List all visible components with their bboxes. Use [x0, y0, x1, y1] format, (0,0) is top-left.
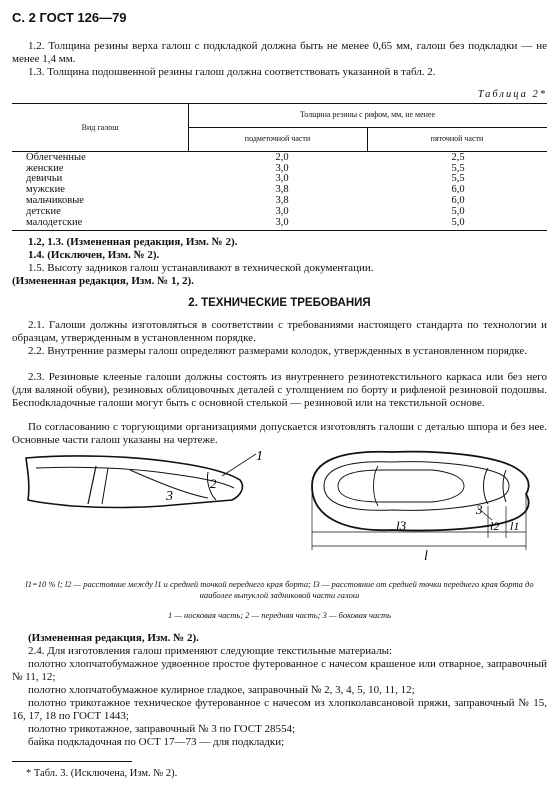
label-3-side: 3 — [166, 489, 173, 504]
para-1-5: 1.5. Высоту задников галош устанавливают в технической документации. — [28, 262, 374, 274]
side-view — [26, 454, 256, 508]
table-caption: Таблица 2* — [477, 89, 547, 100]
para-1-2: 1.2. Толщина резины верха галош с подкладкой должна быть не менее 0,65 мм, галош без подкладки — не менее 1,4 мм. — [12, 40, 547, 65]
material-5: байка подкладочная по ОСТ 17—73 — для подкладки; — [28, 736, 285, 748]
table-bottom-rule — [12, 230, 547, 231]
table-top-rule — [12, 103, 547, 104]
galosh-drawing — [12, 446, 547, 571]
material-2: полотно хлопчатобумажное кулирное гладкое, заправочный № 2, 3, 4, 5, 10, 11, 12; — [28, 684, 415, 696]
dim-l1: l1 — [510, 519, 520, 533]
dim-l2: l2 — [490, 519, 500, 533]
page-header: С. 2 ГОСТ 126—79 — [12, 10, 127, 25]
th-group: Толщина резины с рифом, мм, не менее — [299, 110, 436, 119]
dim-l3: l3 — [396, 518, 407, 533]
footnote: * Табл. 3. (Исключена, Изм. № 2). — [26, 768, 178, 779]
table-row: женские 3,0 5,5 — [26, 163, 465, 174]
section-heading: 2. ТЕХНИЧЕСКИЕ ТРЕБОВАНИЯ — [188, 297, 371, 309]
label-1-side: 1 — [256, 449, 263, 464]
figure-caption-1: l1=10 % l; l2 — расстояние между l1 и средней точкой переднего края борта; l3 — расстояние от средней точки переднего края борта до наиболее выпуклой задниковой части галош — [25, 579, 534, 600]
table-row: мальчиковые 3,8 6,0 — [26, 195, 465, 206]
table-row: мужские 3,8 6,0 — [26, 184, 465, 195]
para-2-3: 2.3. Резиновые клееные галоши должны состоять из внутреннего резинотекстильного каркаса или без него (для валяной обуви), резиновых облицовочных деталей с утолщением по борту и рифленой резиновой подошвы. Беспodкладочные галоши могут быть с основной стелькой — резиновой или на текстильной основе. — [12, 371, 547, 409]
para-2-1: 2.1. Галоши должны изготовляться в соответствии с требованиями настоящего стандарта по технологии и образцам, утвержденным в установленном порядке. — [12, 319, 547, 344]
note-3: (Измененная редакция, Изм. № 1, 2). — [12, 275, 194, 287]
note-4: (Измененная редакция, Изм. № 2). — [28, 632, 199, 644]
para-2-4: 2.4. Для изготовления галош применяют следующие текстильные материалы: — [28, 645, 393, 657]
table-row: Облегченные 2,0 2,5 — [26, 152, 465, 163]
table-row: детские 3,0 5,0 — [26, 206, 465, 217]
para-agreement: По согласованию с торгующими организациями допускается изготовлять галоши с деталью шпора и без нее. Основные части галош указаны на чертеже. — [12, 421, 547, 446]
label-3-plan: 3 — [476, 502, 483, 517]
label-2-side: 2 — [210, 476, 217, 491]
table-row: малодетские 3,0 5,0 — [26, 217, 465, 228]
material-1: полотно хлопчатобумажное удвоенное простое футерованное с начесом крашеное или отварное, заправочный № 11, 12; — [12, 658, 547, 683]
para-1-3: 1.3. Толщина подошвенной резины галош должна соответствовать указанной в табл. 2. — [28, 66, 436, 78]
material-3: полотно трикотажное техническое футерованное с начесом из хлопколавсановой пряжи, заправочный № 15, 16, 17, 18 по ГОСТ 1443; — [12, 697, 547, 722]
th-kind: Вид галош — [81, 123, 119, 132]
th-heel: пяточной части — [430, 134, 484, 143]
note-2: 1.4. (Исключен, Изм. № 2). — [28, 249, 160, 261]
table-group-rule — [188, 127, 547, 128]
note-1: 1.2, 1.3. (Измененная редакция, Изм. № 2). — [28, 236, 238, 248]
material-4: полотно трикотажное, заправочный № 3 по ГОСТ 28554; — [28, 723, 296, 735]
plan-view — [312, 452, 529, 550]
th-sole: подметочной части — [244, 134, 311, 143]
footnote-rule — [12, 761, 132, 762]
para-2-2: 2.2. Внутренние размеры галош определяют размерами колодок, утвержденных в установленном порядке. — [28, 345, 528, 357]
figure-caption-2: 1 — носковая часть; 2 — передняя часть; 3 — боковая часть — [167, 610, 392, 620]
dim-l: l — [424, 549, 428, 564]
table-row: девичьи 3,0 5,5 — [26, 173, 465, 184]
